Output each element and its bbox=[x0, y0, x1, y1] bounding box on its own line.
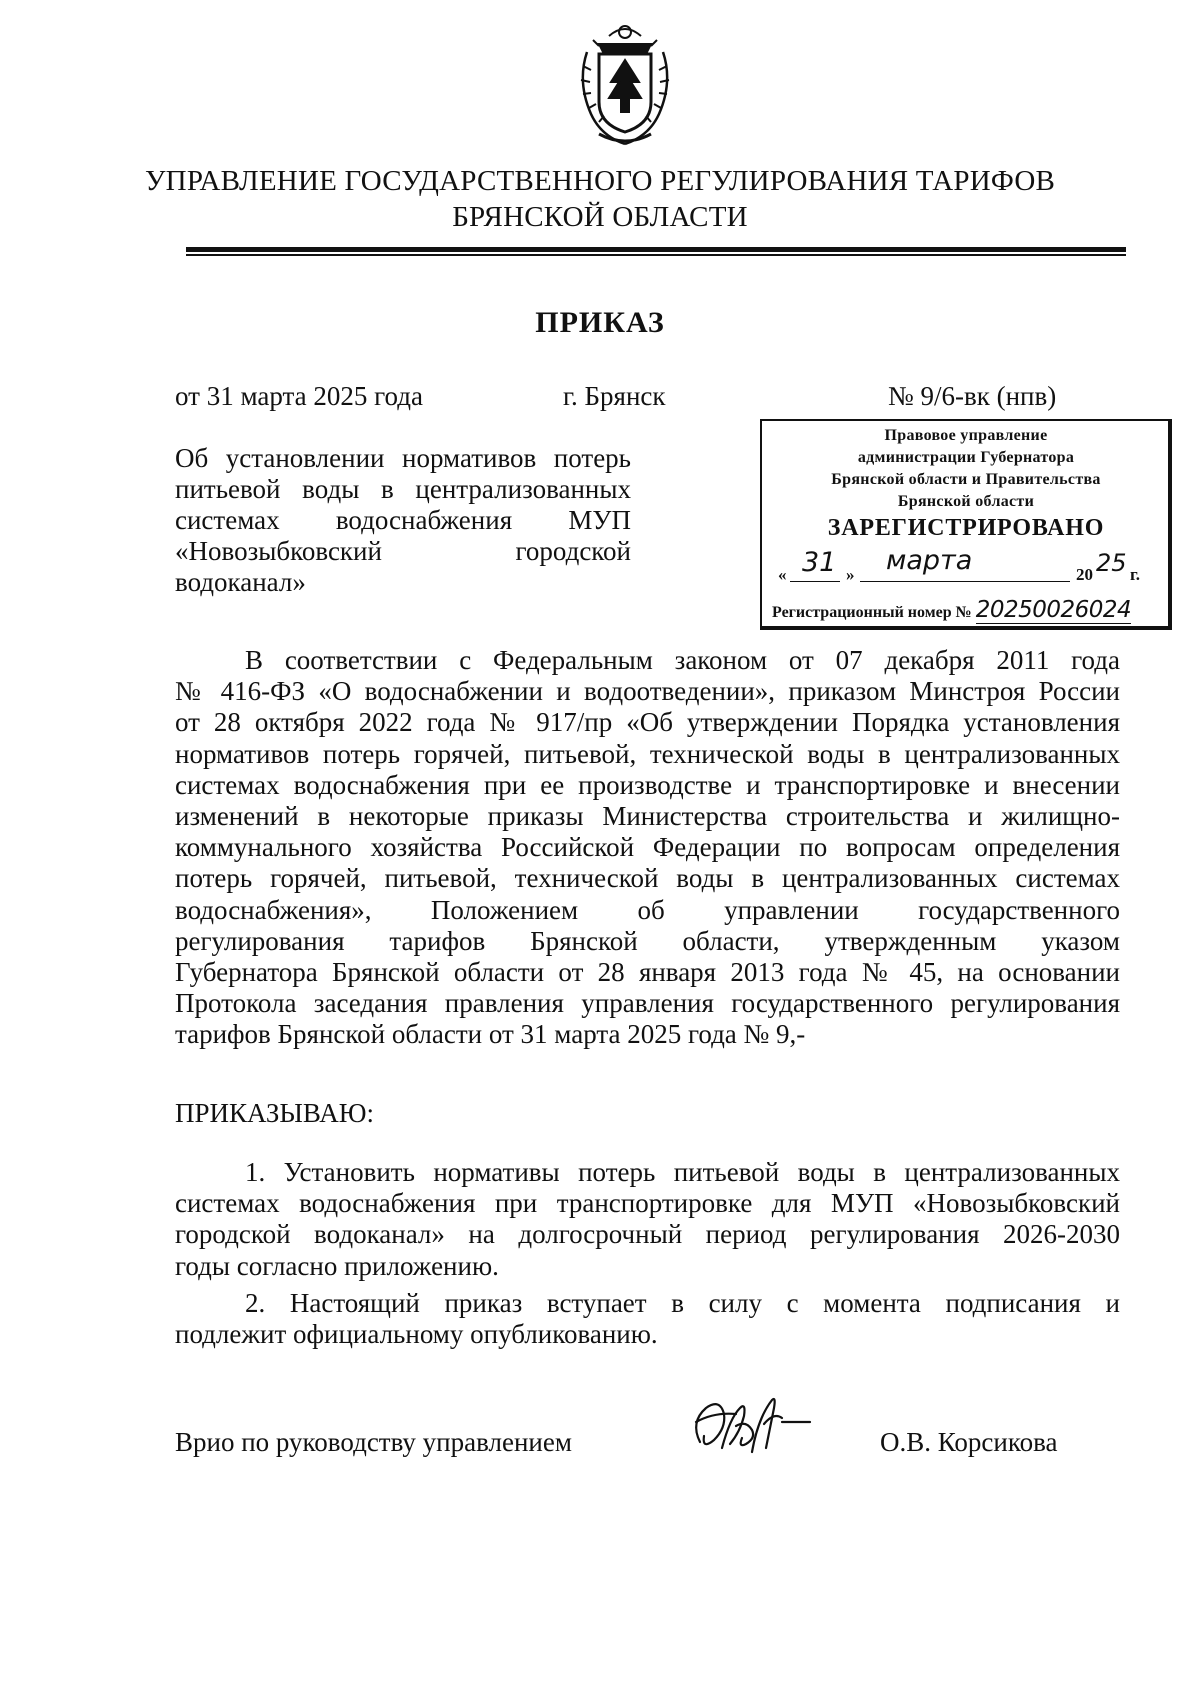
stamp-year-prefix: 20 bbox=[1076, 565, 1093, 584]
stamp-reg-number: 20250026024 bbox=[975, 597, 1132, 623]
preamble-line: изменений в некоторые приказы Министерства строительства и жилищно- bbox=[175, 801, 1120, 832]
header-rule-thin bbox=[186, 254, 1126, 256]
preamble-line: нормативов потерь горячей, питьевой, технической воды в централизованных bbox=[175, 738, 1120, 769]
handwritten-signature bbox=[678, 1382, 828, 1472]
preamble-line: регулирования тарифов Брянской области, утвержденным указом bbox=[175, 925, 1120, 956]
preamble-line: Губернатора Брянской области от 28 января 2013 года № 45, на основании bbox=[175, 957, 1120, 988]
org-name-line1: УПРАВЛЕНИЕ ГОСУДАРСТВЕННОГО РЕГУЛИРОВАНИЯ ТАРИФОВ bbox=[144, 165, 1056, 197]
stamp-status: ЗАРЕГИСТРИРОВАНО bbox=[827, 515, 1105, 541]
stamp-date-mid: » bbox=[846, 565, 855, 584]
item-line: городской водоканал» на долгосрочный период регулирования 2026-2030 bbox=[175, 1219, 1120, 1250]
order-word: ПРИКАЗЫВАЮ: bbox=[175, 1098, 374, 1128]
stamp-line: Брянской области и Правительства bbox=[831, 471, 1101, 488]
doc-city: г. Брянск bbox=[563, 381, 666, 411]
signer-name: О.В. Корсикова bbox=[880, 1427, 1058, 1457]
preamble-line: от 28 октября 2022 года № 917/пр «Об утверждении Порядка установления bbox=[175, 707, 1120, 738]
stamp-reg-row bbox=[772, 597, 1131, 624]
item-line: подлежит официальному опубликованию. bbox=[175, 1319, 658, 1350]
header-rule-thick bbox=[186, 247, 1126, 252]
stamp-line: администрации Губернатора bbox=[857, 449, 1075, 466]
stamp-year-end: г. bbox=[1130, 565, 1141, 584]
stamp-reg-label: Регистрационный номер № bbox=[772, 604, 972, 621]
preamble-paragraph bbox=[175, 645, 1120, 1051]
subject-line: «Новозыбковский городской bbox=[175, 536, 631, 566]
preamble-line: коммунального хозяйства Российской Федерации по вопросам определения bbox=[175, 832, 1120, 863]
signer-position: Врио по руководству управлением bbox=[175, 1427, 572, 1457]
stamp-line: Правовое управление bbox=[884, 427, 1048, 444]
stamp-year-suffix: 25 bbox=[1096, 549, 1127, 577]
stamp-month: марта bbox=[886, 545, 973, 576]
stamp-date-row bbox=[774, 545, 1164, 589]
item-line: 2. Настоящий приказ вступает в силу с момента подписания и bbox=[245, 1288, 1120, 1318]
preamble-line: системах водоснабжения при ее производстве и транспортировке и внесении bbox=[175, 769, 1120, 800]
preamble-line: Протокола заседания правления управления государственного регулирования bbox=[175, 988, 1120, 1019]
item-line: системах водоснабжения при транспортировке для МУП «Новозыбковский bbox=[175, 1188, 1120, 1219]
item-line: 1. Установить нормативы потерь питьевой воды в централизованных bbox=[245, 1157, 1120, 1187]
preamble-line: В соответствии с Федеральным законом от 07 декабря 2011 года bbox=[245, 645, 1120, 675]
subject-line: системах водоснабжения МУП bbox=[175, 505, 631, 535]
preamble-line: потерь горячей, питьевой, технической воды в централизованных системах bbox=[175, 863, 1120, 894]
doc-title: ПРИКАЗ bbox=[535, 306, 665, 339]
doc-number: № 9/6-вк (нпв) bbox=[888, 381, 1057, 411]
item-line: годы согласно приложению. bbox=[175, 1250, 499, 1281]
registration-stamp bbox=[760, 419, 1172, 630]
preamble-line: тарифов Брянской области от 31 марта 2025 года № 9,- bbox=[175, 1019, 806, 1050]
subject-line: питьевой воды в централизованных bbox=[175, 474, 631, 504]
doc-date: от 31 марта 2025 года bbox=[175, 381, 423, 411]
stamp-date-open: « bbox=[778, 565, 787, 584]
stamp-line: Брянской области bbox=[897, 493, 1035, 510]
doc-subject bbox=[175, 443, 631, 598]
order-item-1 bbox=[175, 1157, 1120, 1282]
order-item-2 bbox=[175, 1288, 1120, 1350]
preamble-line: водоснабжения», Положением об управлении государственного bbox=[175, 894, 1120, 925]
stamp-day: 31 bbox=[802, 547, 837, 578]
subject-line: водоканал» bbox=[175, 567, 306, 597]
coat-of-arms-emblem bbox=[569, 22, 681, 150]
preamble-line: № 416-ФЗ «О водоснабжении и водоотведении», приказом Минстроя России bbox=[175, 676, 1120, 707]
subject-line: Об установлении нормативов потерь bbox=[175, 443, 631, 473]
org-name-line2: БРЯНСКОЙ ОБЛАСТИ bbox=[452, 201, 748, 233]
